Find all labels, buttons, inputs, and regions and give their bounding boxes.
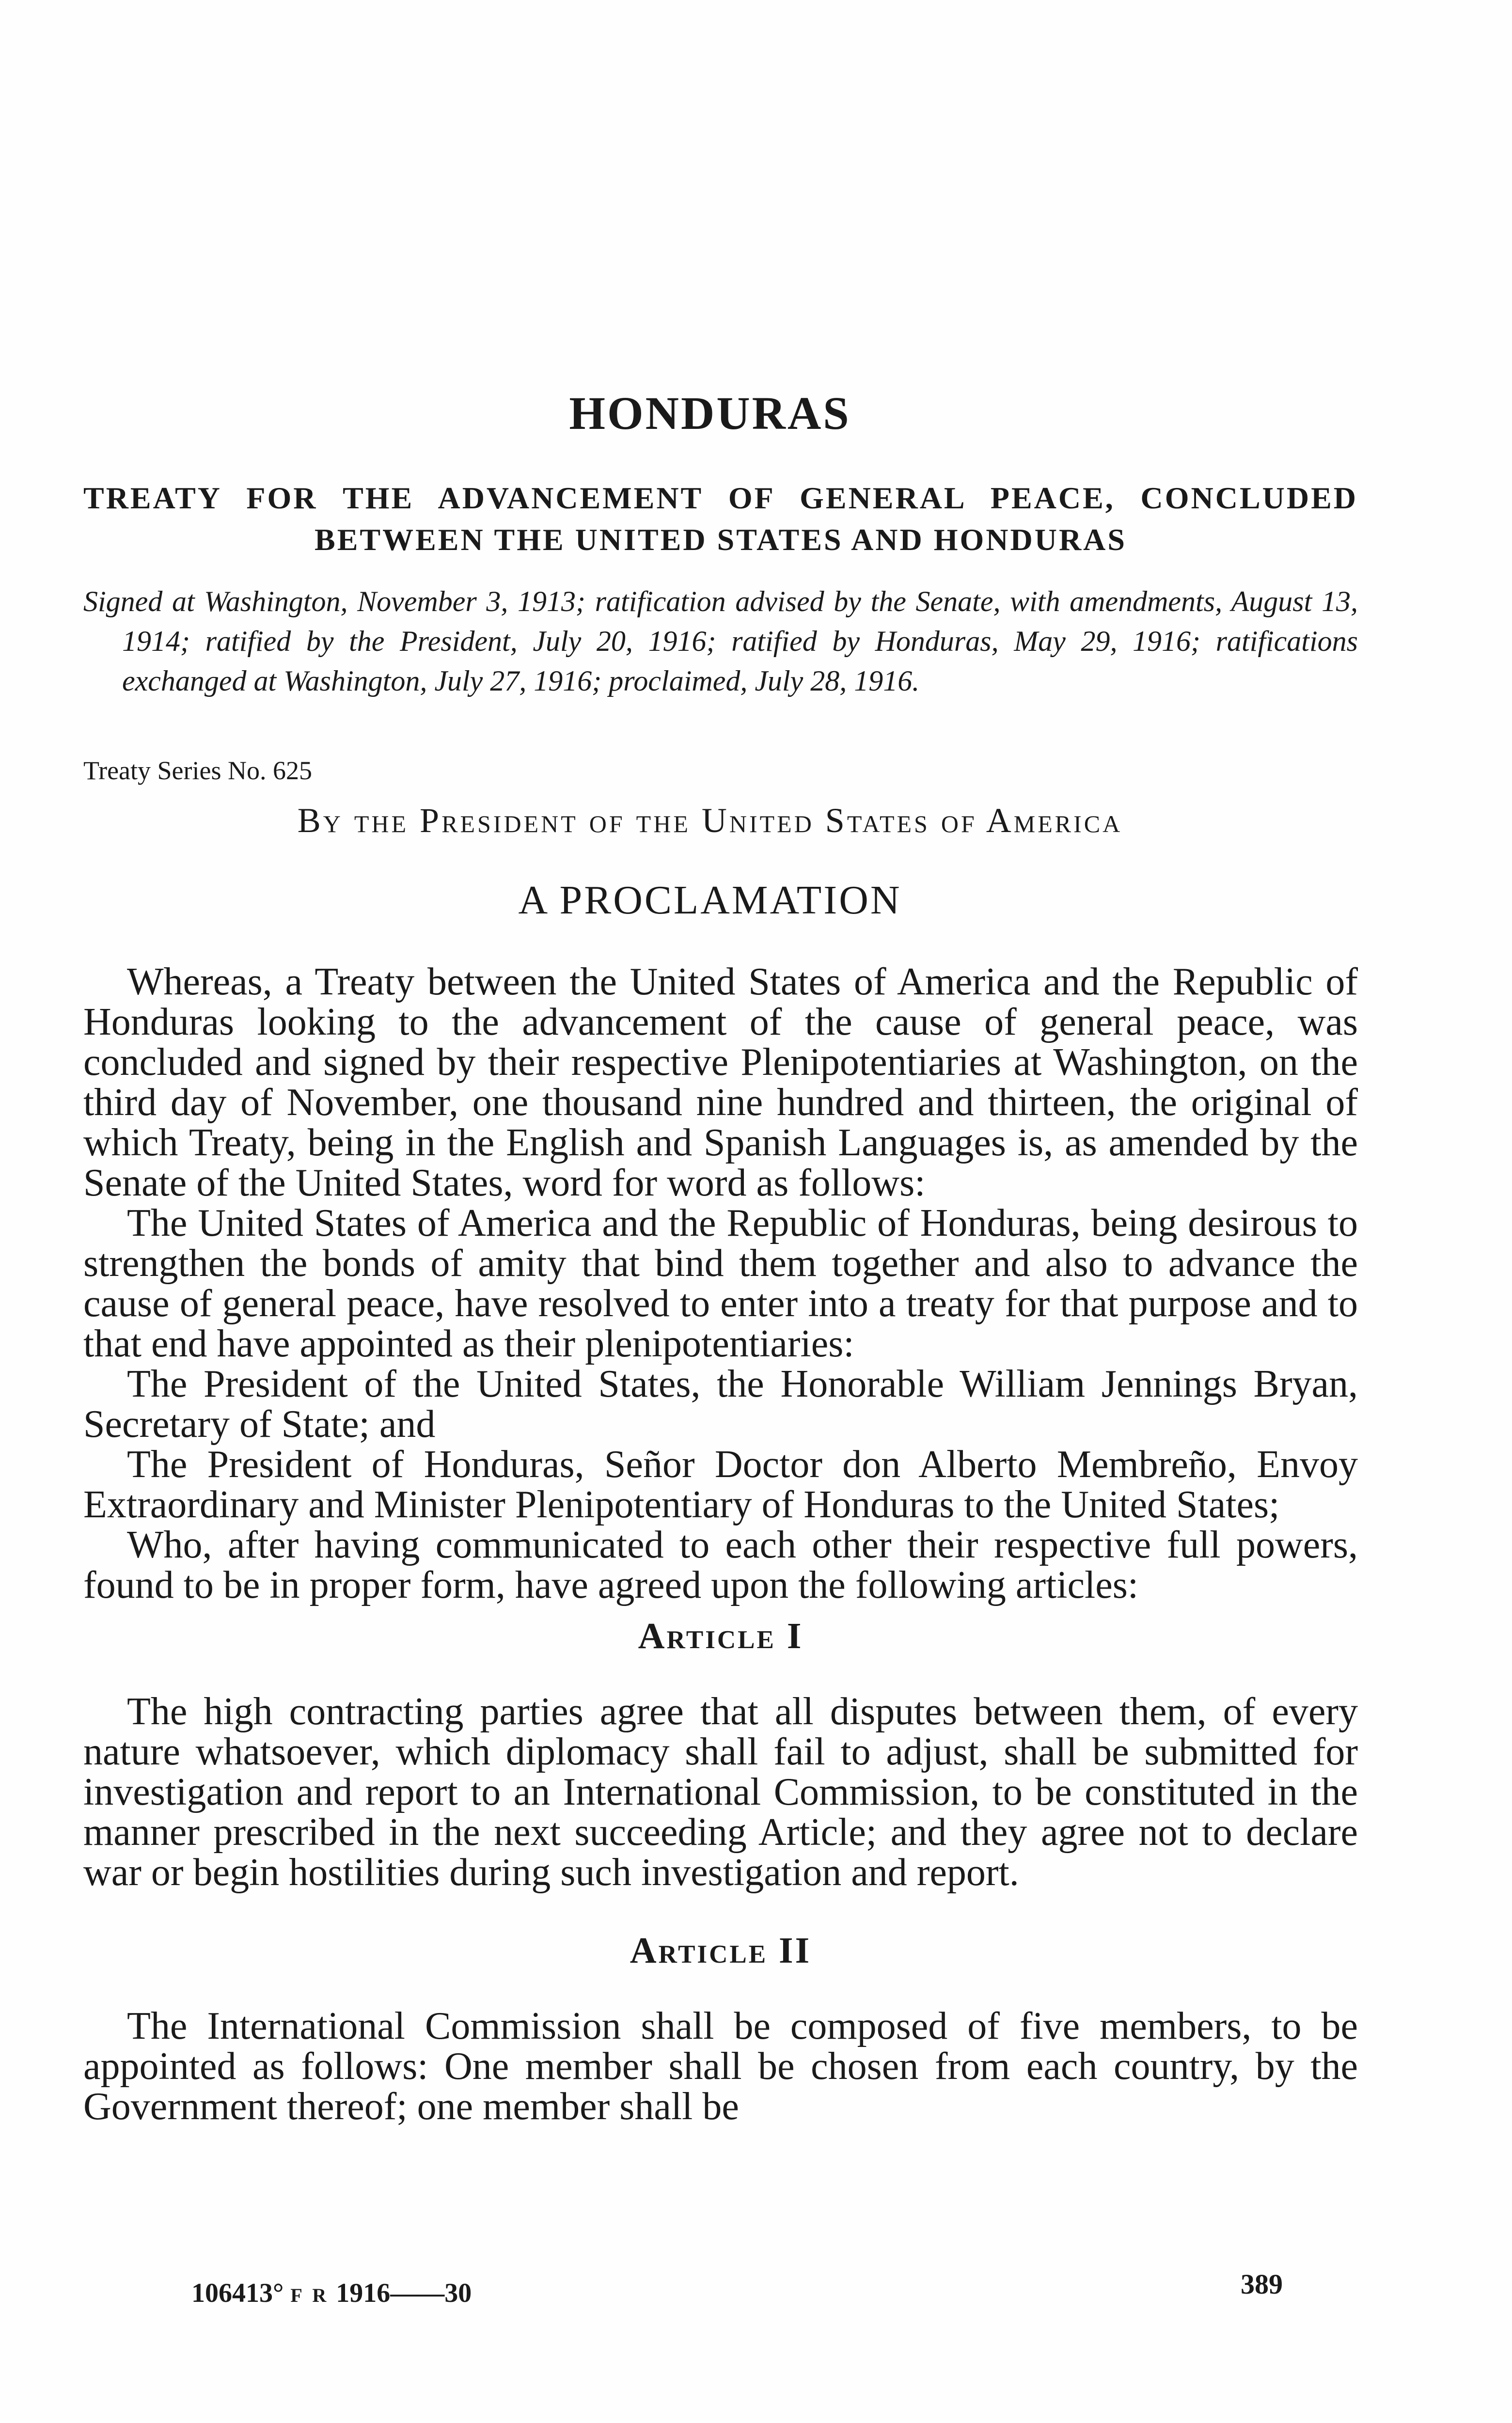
paragraph-desire: The United States of America and the Republic of Honduras, being desirous to strengthen the bonds of amity that bind them together and also to advance the cause of general peace, have resolved to enter into a treaty for that purpose and to that end have appointed as their plenipotentiaries: (83, 1202, 1358, 1365)
printer-code-number: 106413° (191, 2278, 284, 2308)
treaty-series-number: Treaty Series No. 625 (83, 756, 312, 785)
article-2-heading: Article II (630, 1930, 812, 1971)
paragraph-whereas: Whereas, a Treaty between the United States of America and the Republic of Honduras looking to the advancement of the cause of general peace, was concluded and signed by their respective Plenipotentiaries at Washington, on the third day of November, one thousand nine hundred and thirteen, the original of which Treaty, being in the English and Spanish Languages is, as amended by the Senate of the United States, word for word as follows: (83, 960, 1358, 1204)
printer-code (191, 2278, 472, 2309)
printer-code-year: 1916——30 (336, 2278, 472, 2308)
signed-note: Signed at Washington, November 3, 1913; ratification advised by the Senate, with amendments, August 13, 1914; ratified by the President, July 20, 1916; ratified by Honduras, May 29, 1916; ratifications exchanged at Washington, July 27, 1916; proclaimed, July 28, 1916. (83, 585, 1358, 697)
paragraph-full-powers: Who, after having communicated to each other their respective full powers, found to be in proper form, have agreed upon the following articles: (83, 1524, 1358, 1606)
article-1-heading: Article I (638, 1616, 803, 1656)
page-number: 389 (1241, 2268, 1283, 2300)
article-2-text: The International Commission shall be composed of five members, to be appointed as follows: One member shall be chosen from each country, by the Government thereof; one member shall be (83, 2005, 1358, 2128)
printer-code-letters: F R (290, 2284, 330, 2306)
proclamation-heading: A PROCLAMATION (518, 878, 902, 923)
paragraph-honduras-plenipotentiary: The President of Honduras, Señor Doctor don Alberto Membreño, Envoy Extraordinary and Minister Plenipotentiary of Honduras to the United States; (83, 1443, 1358, 1526)
treaty-title: TREATY FOR THE ADVANCEMENT OF GENERAL PEACE, CONCLUDED BETWEEN THE UNITED STATES AND HONDURAS (83, 481, 1358, 557)
country-heading: HONDURAS (569, 387, 851, 439)
paragraph-us-plenipotentiary: The President of the United States, the Honorable William Jennings Bryan, Secretary of State; and (83, 1363, 1358, 1446)
treaty-body (83, 962, 1358, 2127)
article-1-text: The high contracting parties agree that all disputes between them, of every nature whatsoever, which diplomacy shall fail to adjust, shall be submitted for investigation and report to an International Commission, to be constituted in the manner prescribed in the next succeeding Article; and they agree not to declare war or begin hostilities during such investigation and report. (83, 1690, 1358, 1894)
president-by-line: By the President of the United States of America (297, 801, 1123, 840)
